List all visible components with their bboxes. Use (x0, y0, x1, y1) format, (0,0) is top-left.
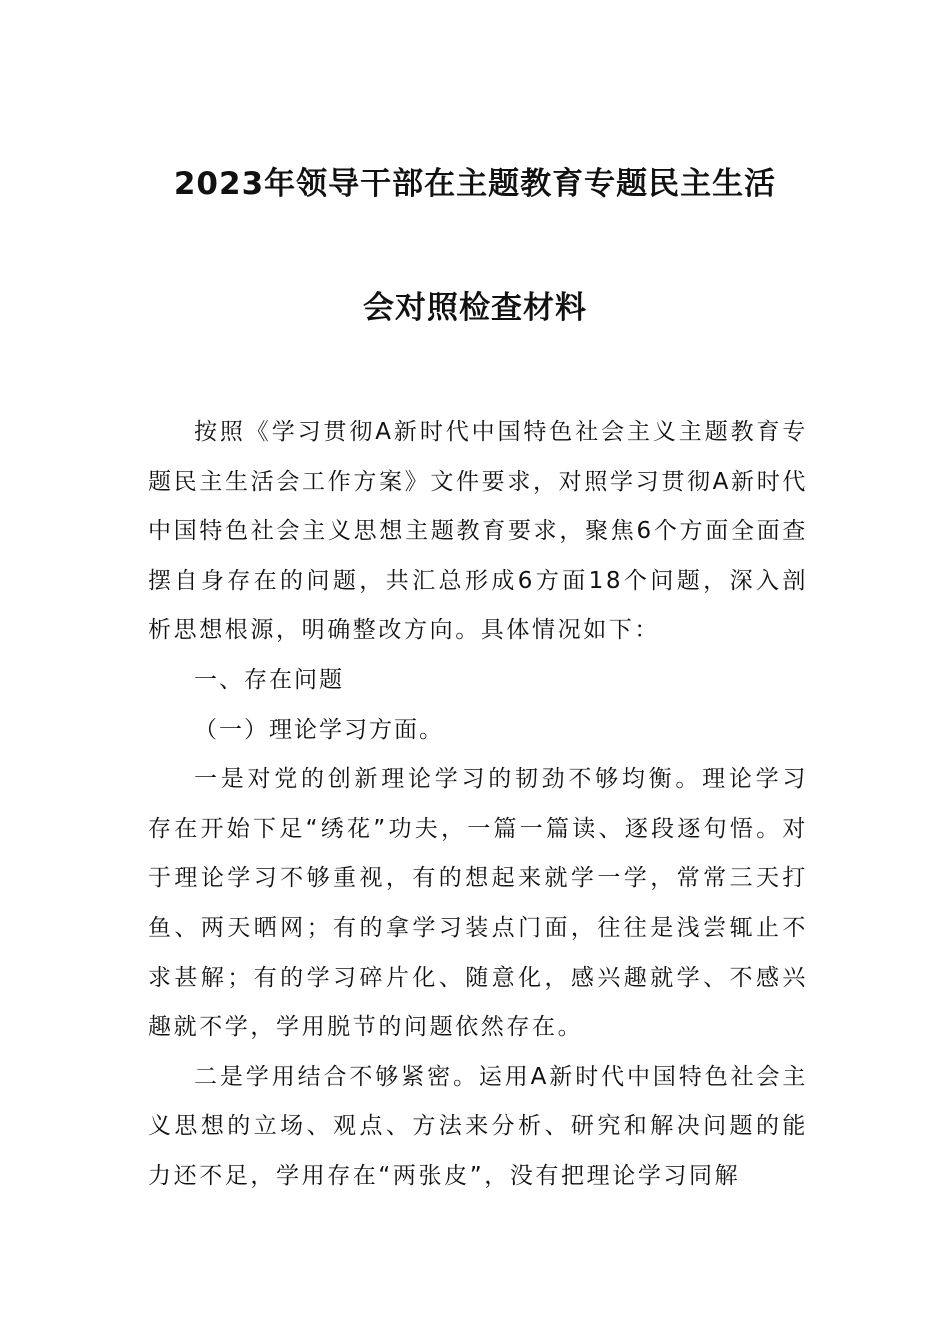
document-title-line-2: 会对照检查材料 (363, 290, 587, 326)
subsection-heading: （一）理论学习方面。 (194, 716, 444, 743)
document-body (148, 408, 808, 1202)
document-title-line-1: 2023年领导干部在主题教育专题民主生活 (173, 166, 777, 202)
body-paragraph: 二是学用结合不够紧密。运用A新时代中国特色社会主义思想的立场、观点、方法来分析、研究和解决问题的能力还不足，学用存在“两张皮”，没有把理论学习同解 (148, 1063, 808, 1189)
intro-paragraph: 按照《学习贯彻A新时代中国特色社会主义主题教育专题民主生活会工作方案》文件要求，对照学习贯彻A新时代中国特色社会主义思想主题教育要求，聚焦6个方面全面查摆自身存在的问题，共汇总形成6方面18个问题，深入剖析思想根源，明确整改方向。具体情况如下： (148, 419, 808, 644)
section-heading: 一、存在问题 (194, 666, 344, 693)
body-paragraph: 一是对党的创新理论学习的韧劲不够均衡。理论学习存在开始下足“绣花”功夫，一篇一篇读、逐段逐句悟。对于理论学习不够重视，有的想起来就学一学，常常三天打鱼、两天晒网；有的拿学习装点门面，往往是浅尝辄止不求甚解；有的学习碎片化、随意化，感兴趣就学、不感兴趣就不学，学用脱节的问题依然存在。 (148, 766, 808, 1041)
